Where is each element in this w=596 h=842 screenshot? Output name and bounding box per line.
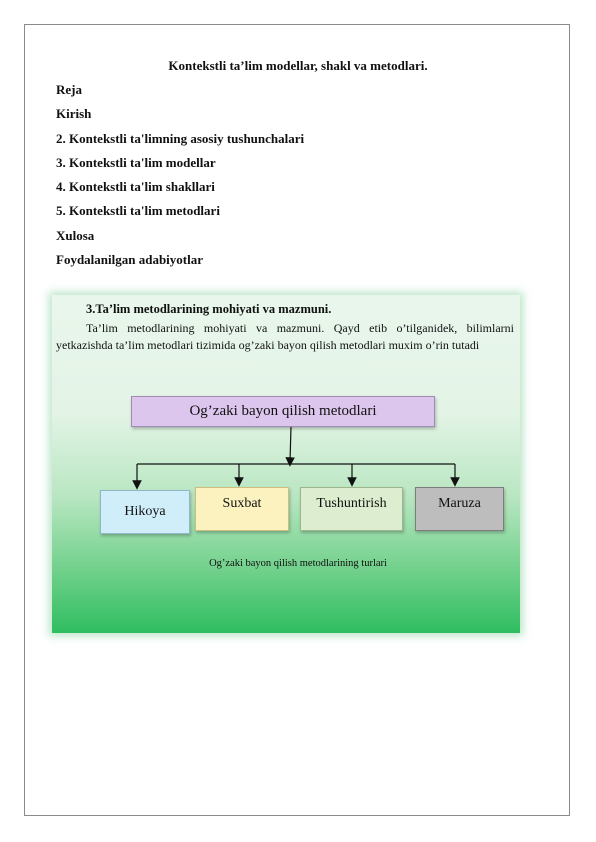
- diagram-box-suxbat: [195, 487, 289, 531]
- diagram-label-tushuntirish: Tushuntirish: [316, 496, 387, 511]
- toc-item-4: 4. Kontekstli ta'lim shakllari: [56, 179, 215, 195]
- toc-item-5: 5. Kontekstli ta'lim metodlari: [56, 203, 220, 219]
- diagram-root-label: Og’zaki bayon qilish metodlari: [189, 403, 377, 419]
- document-title: Kontekstli ta’lim modellar, shakl va metodlari.: [168, 58, 428, 73]
- figure-heading: 3.Ta’lim metodlarining mohiyati va mazmuni.: [86, 302, 332, 316]
- diagram-connectors: [52, 295, 520, 633]
- figure-paragraph: Ta’lim metodlarining mohiyati va mazmuni. Qayd etib o’tilganidek, bilimlarni yetkazishda ta’lim metodlari tizimida og’zaki bayon qilish metodlari muxim o’rin tutadi: [56, 321, 514, 352]
- diagram-box-hikoya: [100, 490, 190, 534]
- diagram-box-maruza: [415, 487, 504, 531]
- toc-item-adabiyotlar: Foydalanilgan adabiyotlar: [56, 252, 203, 268]
- diagram-box-tushuntirish: [300, 487, 403, 531]
- toc-item-3: 3. Kontekstli ta'lim modellar: [56, 154, 216, 170]
- toc-item-reja: Reja: [56, 82, 82, 97]
- toc-item-2: 2. Kontekstli ta'limning asosiy tushunchalari: [56, 130, 305, 146]
- toc-item-xulosa: Xulosa: [56, 227, 95, 243]
- root-connector: [290, 427, 291, 462]
- table-of-contents: [56, 82, 304, 276]
- toc-item-kirish: Kirish: [56, 106, 92, 122]
- diagram-label-suxbat: Suxbat: [222, 496, 262, 511]
- diagram-root-box: [131, 396, 435, 427]
- embedded-figure: [52, 295, 520, 633]
- diagram-label-hikoya: Hikoya: [124, 504, 166, 519]
- diagram-label-maruza: Maruza: [438, 496, 481, 511]
- figure-caption: Og’zaki bayon qilish metodlarining turlari: [209, 558, 387, 569]
